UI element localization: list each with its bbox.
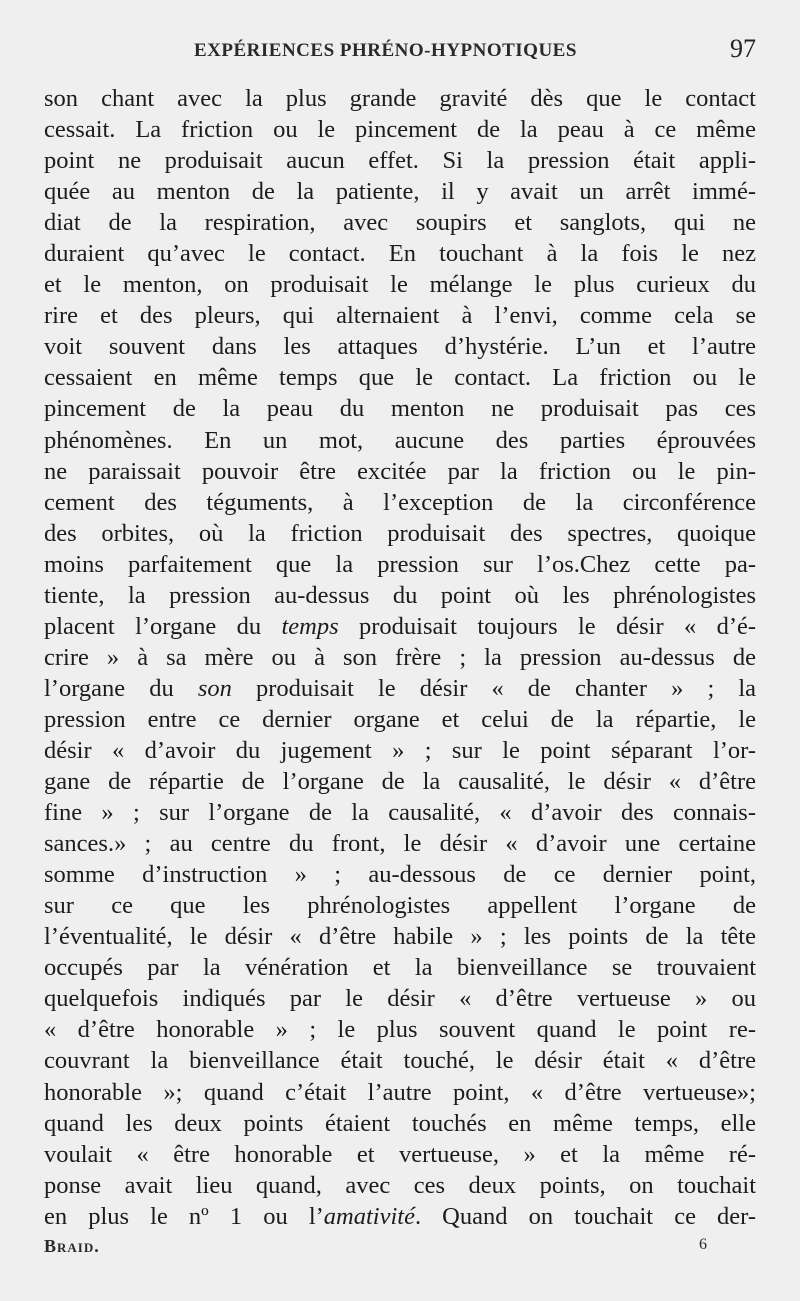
- body-text: [44, 83, 756, 1232]
- text-line: [44, 983, 756, 1014]
- text-line: [44, 425, 756, 456]
- text-line: [44, 393, 756, 424]
- text-line: [44, 300, 756, 331]
- text-line: [44, 114, 756, 145]
- text-segment: sur ce que les phrénologistes appellent l’organe de: [44, 892, 756, 920]
- text-segment: produisait le désir « de chanter » ; la: [231, 674, 756, 702]
- text-segment: voulait « être honorable et vertueuse, » et la même ré-: [44, 1140, 756, 1168]
- text-line: [44, 362, 756, 393]
- text-line: [44, 456, 756, 487]
- text-line: [44, 518, 756, 549]
- text-line: [44, 1170, 756, 1201]
- text-line: [44, 642, 756, 673]
- text-line: [44, 828, 756, 859]
- text-segment: cessait. La friction ou le pincement de la peau à ce même: [44, 116, 756, 144]
- text-segment: duraient qu’avec le contact. En touchant à la fois le nez: [44, 240, 756, 268]
- text-segment: phénomènes. En un mot, aucune des parties éprouvées: [44, 426, 756, 454]
- italic-term: temps: [281, 612, 339, 640]
- text-line: [44, 145, 756, 176]
- text-line: [44, 207, 756, 238]
- text-line: [44, 673, 756, 704]
- text-segment: son chant avec la plus grande gravité dès que le contact: [44, 85, 756, 112]
- text-line: [44, 859, 756, 890]
- running-head: [44, 34, 756, 68]
- text-segment: quée au menton de la patiente, il y avait un arrêt immé-: [44, 178, 756, 206]
- italic-term: amativité: [323, 1202, 415, 1230]
- text-segment: l’éventualité, le désir « d’être habile » ; les points de la tête: [44, 923, 756, 951]
- text-line: [44, 487, 756, 518]
- text-line: [44, 1108, 756, 1139]
- text-line: [44, 269, 756, 300]
- text-segment: ponse avait lieu quand, avec ces deux points, on touchait: [44, 1171, 756, 1199]
- text-segment: rire et des pleurs, qui alternaient à l’envi, comme cela se: [44, 302, 756, 330]
- text-segment: couvrant la bienveillance était touché, le désir était « d’être: [44, 1047, 756, 1075]
- text-segment: moins parfaitement que la pression sur l’os.Chez cette pa-: [44, 550, 756, 578]
- text-line: [44, 797, 756, 828]
- italic-term: son: [197, 674, 232, 702]
- text-line: [44, 704, 756, 735]
- text-line: [44, 331, 756, 362]
- text-segment: point ne produisait aucun effet. Si la pression était appli-: [44, 147, 756, 175]
- text-segment: honorable »; quand c’était l’autre point, « d’être vertueuse»;: [44, 1078, 756, 1106]
- running-title: EXPÉRIENCES PHRÉNO-HYPNOTIQUES: [194, 40, 577, 61]
- page-number: 97: [730, 34, 756, 63]
- text-segment: pression entre ce dernier organe et celui de la répartie, le: [44, 705, 756, 733]
- text-line: [44, 611, 756, 642]
- text-segment: en plus le nº 1 ou l’: [44, 1202, 324, 1230]
- text-segment: désir « d’avoir du jugement » ; sur le point séparant l’or-: [44, 736, 756, 764]
- text-segment: pincement de la peau du menton ne produisait pas ces: [44, 395, 756, 423]
- text-line: [44, 549, 756, 580]
- sheet-number: 6: [699, 1236, 707, 1253]
- text-segment: produisait toujours le désir « d’é-: [338, 612, 757, 640]
- text-segment: ne paraissait pouvoir être excitée par la friction ou le pin-: [44, 457, 756, 485]
- text-segment: quelquefois indiqués par le désir « d’être vertueuse » ou: [44, 985, 756, 1013]
- text-segment: diat de la respiration, avec soupirs et sanglots, qui ne: [44, 209, 756, 237]
- text-segment: cement des téguments, à l’exception de la circonférence: [44, 488, 756, 516]
- text-line: [44, 735, 756, 766]
- text-segment: tiente, la pression au-dessus du point où les phrénologistes: [44, 581, 756, 609]
- text-line: [44, 1014, 756, 1045]
- text-segment: quand les deux points étaient touchés en même temps, elle: [44, 1109, 756, 1137]
- text-line: [44, 238, 756, 269]
- text-segment: sances.» ; au centre du front, le désir « d’avoir une certaine: [44, 830, 756, 858]
- text-segment: placent l’organe du: [44, 612, 282, 640]
- text-segment: cessaient en même temps que le contact. La friction ou le: [44, 364, 756, 392]
- text-segment: crire » à sa mère ou à son frère ; la pression au-dessus de: [44, 643, 756, 671]
- text-segment: somme d’instruction » ; au-dessous de ce dernier point,: [44, 861, 756, 889]
- text-line: [44, 1045, 756, 1076]
- text-segment: et le menton, on produisait le mélange le plus curieux du: [44, 271, 756, 299]
- text-line: [44, 952, 756, 983]
- text-line: [44, 580, 756, 611]
- text-segment: fine » ; sur l’organe de la causalité, « d’avoir des connais-: [44, 799, 756, 827]
- text-segment: l’organe du: [44, 674, 198, 702]
- text-segment: gane de répartie de l’organe de la causalité, le désir « d’être: [44, 768, 756, 796]
- text-line: [44, 1201, 756, 1232]
- page-footer: [44, 1236, 756, 1260]
- text-segment: voit souvent dans les attaques d’hystérie. L’un et l’autre: [44, 333, 756, 361]
- text-segment: occupés par la vénération et la bienveillance se trouvaient: [44, 954, 756, 982]
- text-line: [44, 83, 756, 114]
- text-line: [44, 1139, 756, 1170]
- text-line: [44, 176, 756, 207]
- text-segment: « d’être honorable » ; le plus souvent quand le point re-: [44, 1016, 756, 1044]
- text-line: [44, 921, 756, 952]
- text-line: [44, 1077, 756, 1108]
- text-line: [44, 766, 756, 797]
- text-segment: . Quand on touchait ce der-: [414, 1202, 756, 1230]
- text-segment: des orbites, où la friction produisait des spectres, quoique: [44, 519, 756, 547]
- printer-signature: Braid.: [44, 1236, 100, 1256]
- text-line: [44, 890, 756, 921]
